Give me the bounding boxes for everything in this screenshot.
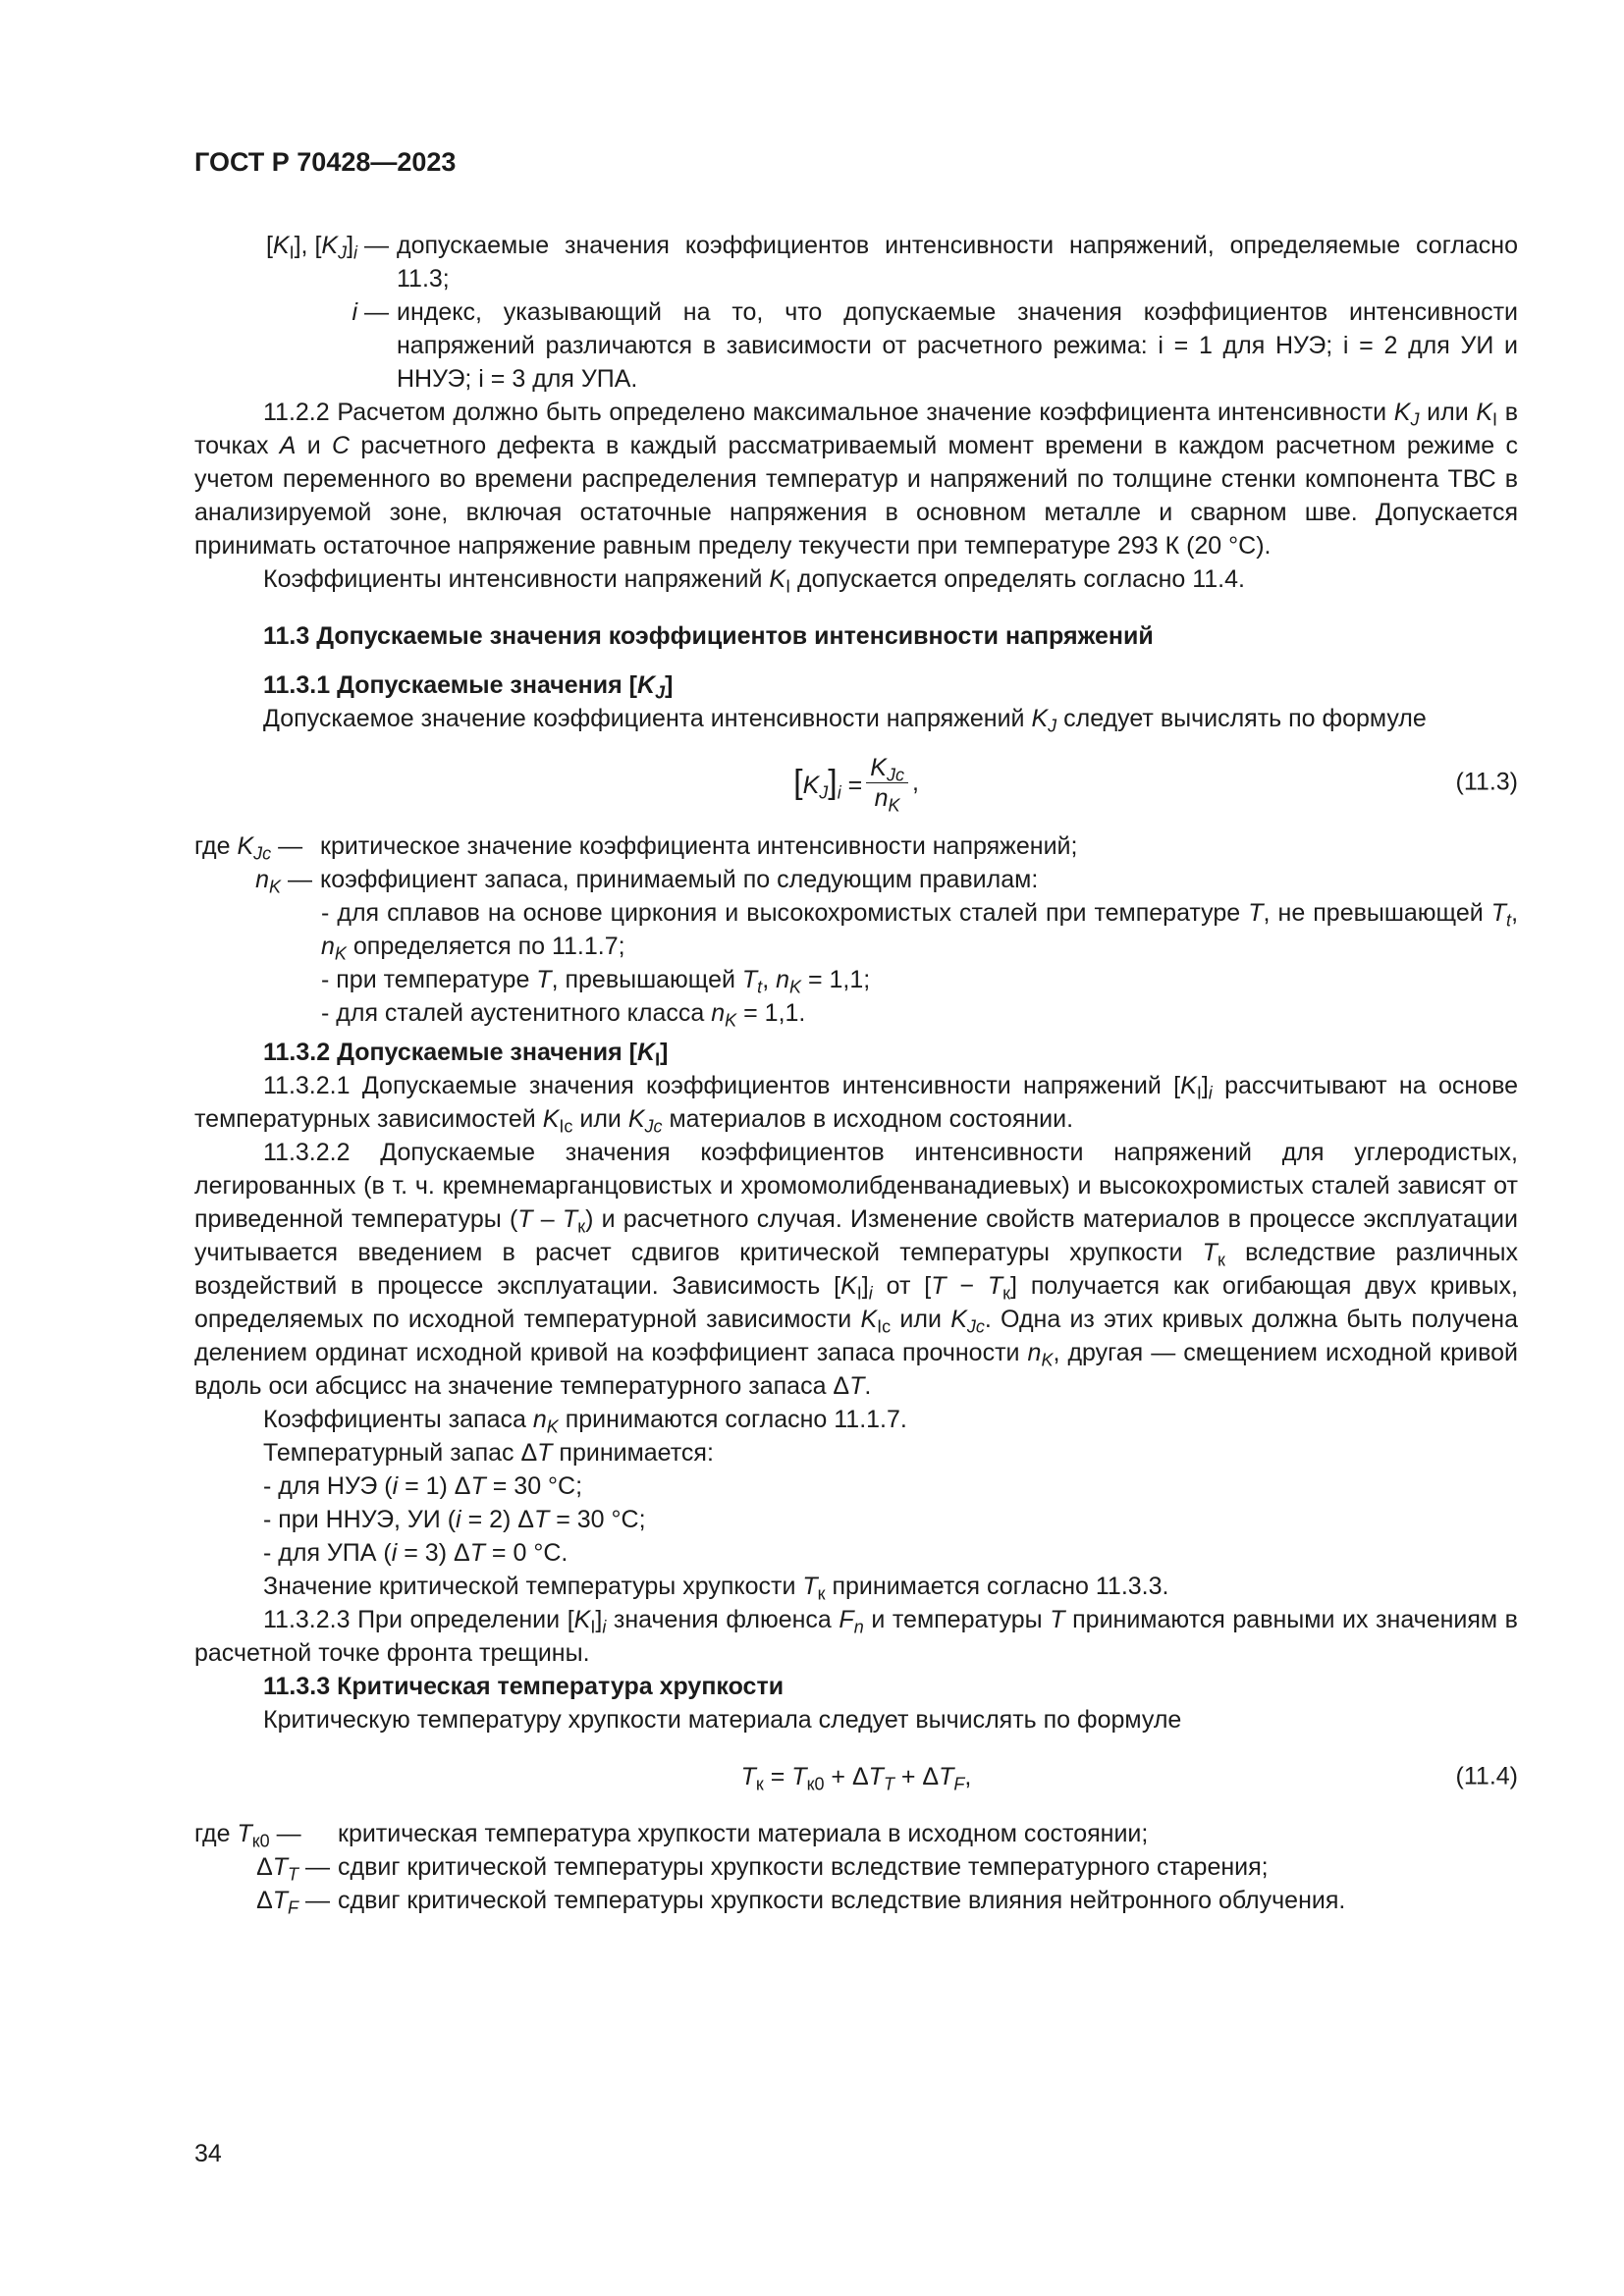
formula-fraction: $\frac{K_{Jc}}{n_K}$: [866, 753, 908, 813]
definition-nk: [194, 863, 1518, 896]
definition-text: критическое значение коэффициента интенсивности напряжений;: [320, 832, 1078, 860]
paragraph-delta-t: Температурный запас ΔT принимается:: [263, 1439, 714, 1467]
paragraph-11-3-2-2: 11.3.2.2 Допускаемые значения коэффициентов интенсивности напряжений для углеродистых, легированных (в т. ч. кремнемарганцовистых и хромомолибденванадиевых) и высокохромистых сталей зависят от приведенной температуры $(T - T_к)$ и расчетного случая. Изменение свойств материалов в процессе эксплуатации учитывается введением в расчет сдвигов критической температуры хрупкости $T_к$ вследствие различных воздействий в процессе эксплуатации. Зависимость $[K_I]_i$ от $[T - T_к]$ получается как огибающая двух кривых, определяемых по исходной температурной зависимости $K_{Ic}$ или $K_{Jc}$. Одна из этих кривых должна быть получена делением ординат исходной кривой на коэффициент запаса прочности $n_K$, другая — смещением исходной кривой вдоль оси абсцисс на значение температурного запаса ΔT.: [194, 1139, 1519, 1400]
list-item-upa: - для УПА (i = 3) ΔT = 0 °С.: [263, 1539, 568, 1567]
paragraph-nk: Коэффициенты запаса $n_K$ принимаются согласно 11.1.7.: [263, 1406, 907, 1437]
definition-text: сдвиг критической температуры хрупкости вследствие температурного старения;: [338, 1853, 1269, 1881]
list-item-nue: - для НУЭ (i = 1) ΔT = 30 °С;: [263, 1472, 583, 1500]
definition-delta-tf: [194, 1884, 1518, 1917]
section-heading-11-3-2: 11.3.2 Допускаемые значения $[K_I]$: [263, 1039, 669, 1070]
definition-term: где $T_{к0}$ —: [194, 1820, 301, 1851]
section-heading-11-3-1: 11.3.1 Допускаемые значения $[K_J]$: [263, 671, 674, 703]
formula-number: (11.4): [1455, 1762, 1518, 1790]
section-heading-11-3-3: 11.3.3 Критическая температура хрупкости: [263, 1673, 785, 1700]
definition-delta-tt: [194, 1850, 1518, 1884]
definition-text: индекс, указывающий на то, что допускаемые значения коэффициентов интенсивности напряжений различаются в зависимости от расчетного режима: i = 1 для НУЭ; i = 2 для УИ и ННУЭ; i = 3 для УПА.: [397, 298, 1518, 393]
definition-tk0: [194, 1817, 1518, 1850]
document-page: [194, 147, 1518, 1917]
definition-term: $n_K$ —: [255, 866, 312, 897]
bullet-zirconium-alloys: - для сплавов на основе циркония и высокохромистых сталей при температуре T, не превышающей $T_t$, $n_K$ определяется по 11.1.7;: [321, 899, 1519, 964]
bullet-austenitic: - для сталей аустенитного класса $n_K = 1,1$.: [321, 999, 806, 1031]
paragraph-11-3-1: Допускаемое значение коэффициента интенсивности напряжений $K_J$ следует вычислять по формуле: [263, 705, 1427, 736]
definition-term: $\Delta T_F$ —: [256, 1887, 330, 1918]
section-heading-11-3: 11.3 Допускаемые значения коэффициентов интенсивности напряжений: [263, 622, 1154, 650]
paragraph-11-3-2-1: 11.3.2.1 Допускаемые значения коэффициентов интенсивности напряжений $[K_I]_i$ рассчитывают на основе температурных зависимостей $K_{Ic}$ или $K_{Jc}$ материалов в исходном состоянии.: [194, 1072, 1518, 1137]
definition-ki-kj: [194, 229, 1518, 295]
paragraph-ki-method: Коэффициенты интенсивности напряжений $K_I$ допускается определять согласно 11.4.: [263, 565, 1245, 597]
paragraph-tk: Значение критической температуры хрупкости $T_к$ принимается согласно 11.3.3.: [263, 1573, 1169, 1604]
formula-11-3: $[K_J]_i$ = $\frac{K_{Jc}}{n_K}$ , (11.3): [793, 753, 1518, 815]
definition-text: критическая температура хрупкости материала в исходном состоянии;: [338, 1820, 1149, 1847]
formula-number: (11.3): [1455, 768, 1518, 796]
page-number: 34: [194, 2140, 222, 2167]
paragraph-11-3-3: Критическую температуру хрупкости материала следует вычислять по формуле: [263, 1706, 1182, 1734]
bullet-above-tt: - при температуре T, превышающей $T_t$, $n_K = 1,1$;: [321, 966, 871, 997]
formula-lhs: $[K_J]_i$ =: [793, 763, 863, 802]
definition-text: допускаемые значения коэффициентов интенсивности напряжений, определяемые согласно 11.3;: [397, 232, 1518, 293]
formula-11-4: [194, 1736, 1518, 1817]
definition-kjc: [194, 829, 1518, 863]
list-item-nnue: - при ННУЭ, УИ (i = 2) ΔT = 30 °С;: [263, 1506, 646, 1533]
paragraph-11-2-2: 11.2.2 Расчетом должно быть определено максимальное значение коэффициента интенсивности $K_J$ или $K_I$ в точках A и C расчетного дефекта в каждый рассматриваемый момент времени в каждом расчетном режиме с учетом переменного во времени распределения температур и напряжений по толщине стенки компонента ТВС в анализируемой зоне, включая остаточные напряжения в основном металле и сварном шве. Допускается принимать остаточное напряжение равным пределу текучести при температуре 293 К (20 °С).: [194, 399, 1519, 560]
paragraph-11-3-2-3: 11.3.2.3 При определении $[K_I]_i$ значения флюенса $F_n$ и температуры T принимаются равными их значениям в расчетной точке фронта трещины.: [194, 1606, 1518, 1667]
definition-term: $[K_I]$, $[K_J]_i$ —: [265, 232, 389, 263]
definition-text: коэффициент запаса, принимаемый по следующим правилам:: [320, 866, 1039, 893]
definition-text: сдвиг критической температуры хрупкости вследствие влияния нейтронного облучения.: [338, 1887, 1346, 1914]
document-header: ГОСТ Р 70428—2023: [194, 147, 457, 177]
definition-term: $\Delta T_T$ —: [256, 1853, 330, 1885]
definition-index-i: [194, 295, 1518, 396]
formula-expression: $T_к = T_{к0} + \Delta T_T + \Delta T_F$,: [740, 1762, 972, 1793]
definition-term: i —: [352, 298, 389, 326]
definition-term: где $K_{Jc}$ —: [194, 832, 303, 864]
